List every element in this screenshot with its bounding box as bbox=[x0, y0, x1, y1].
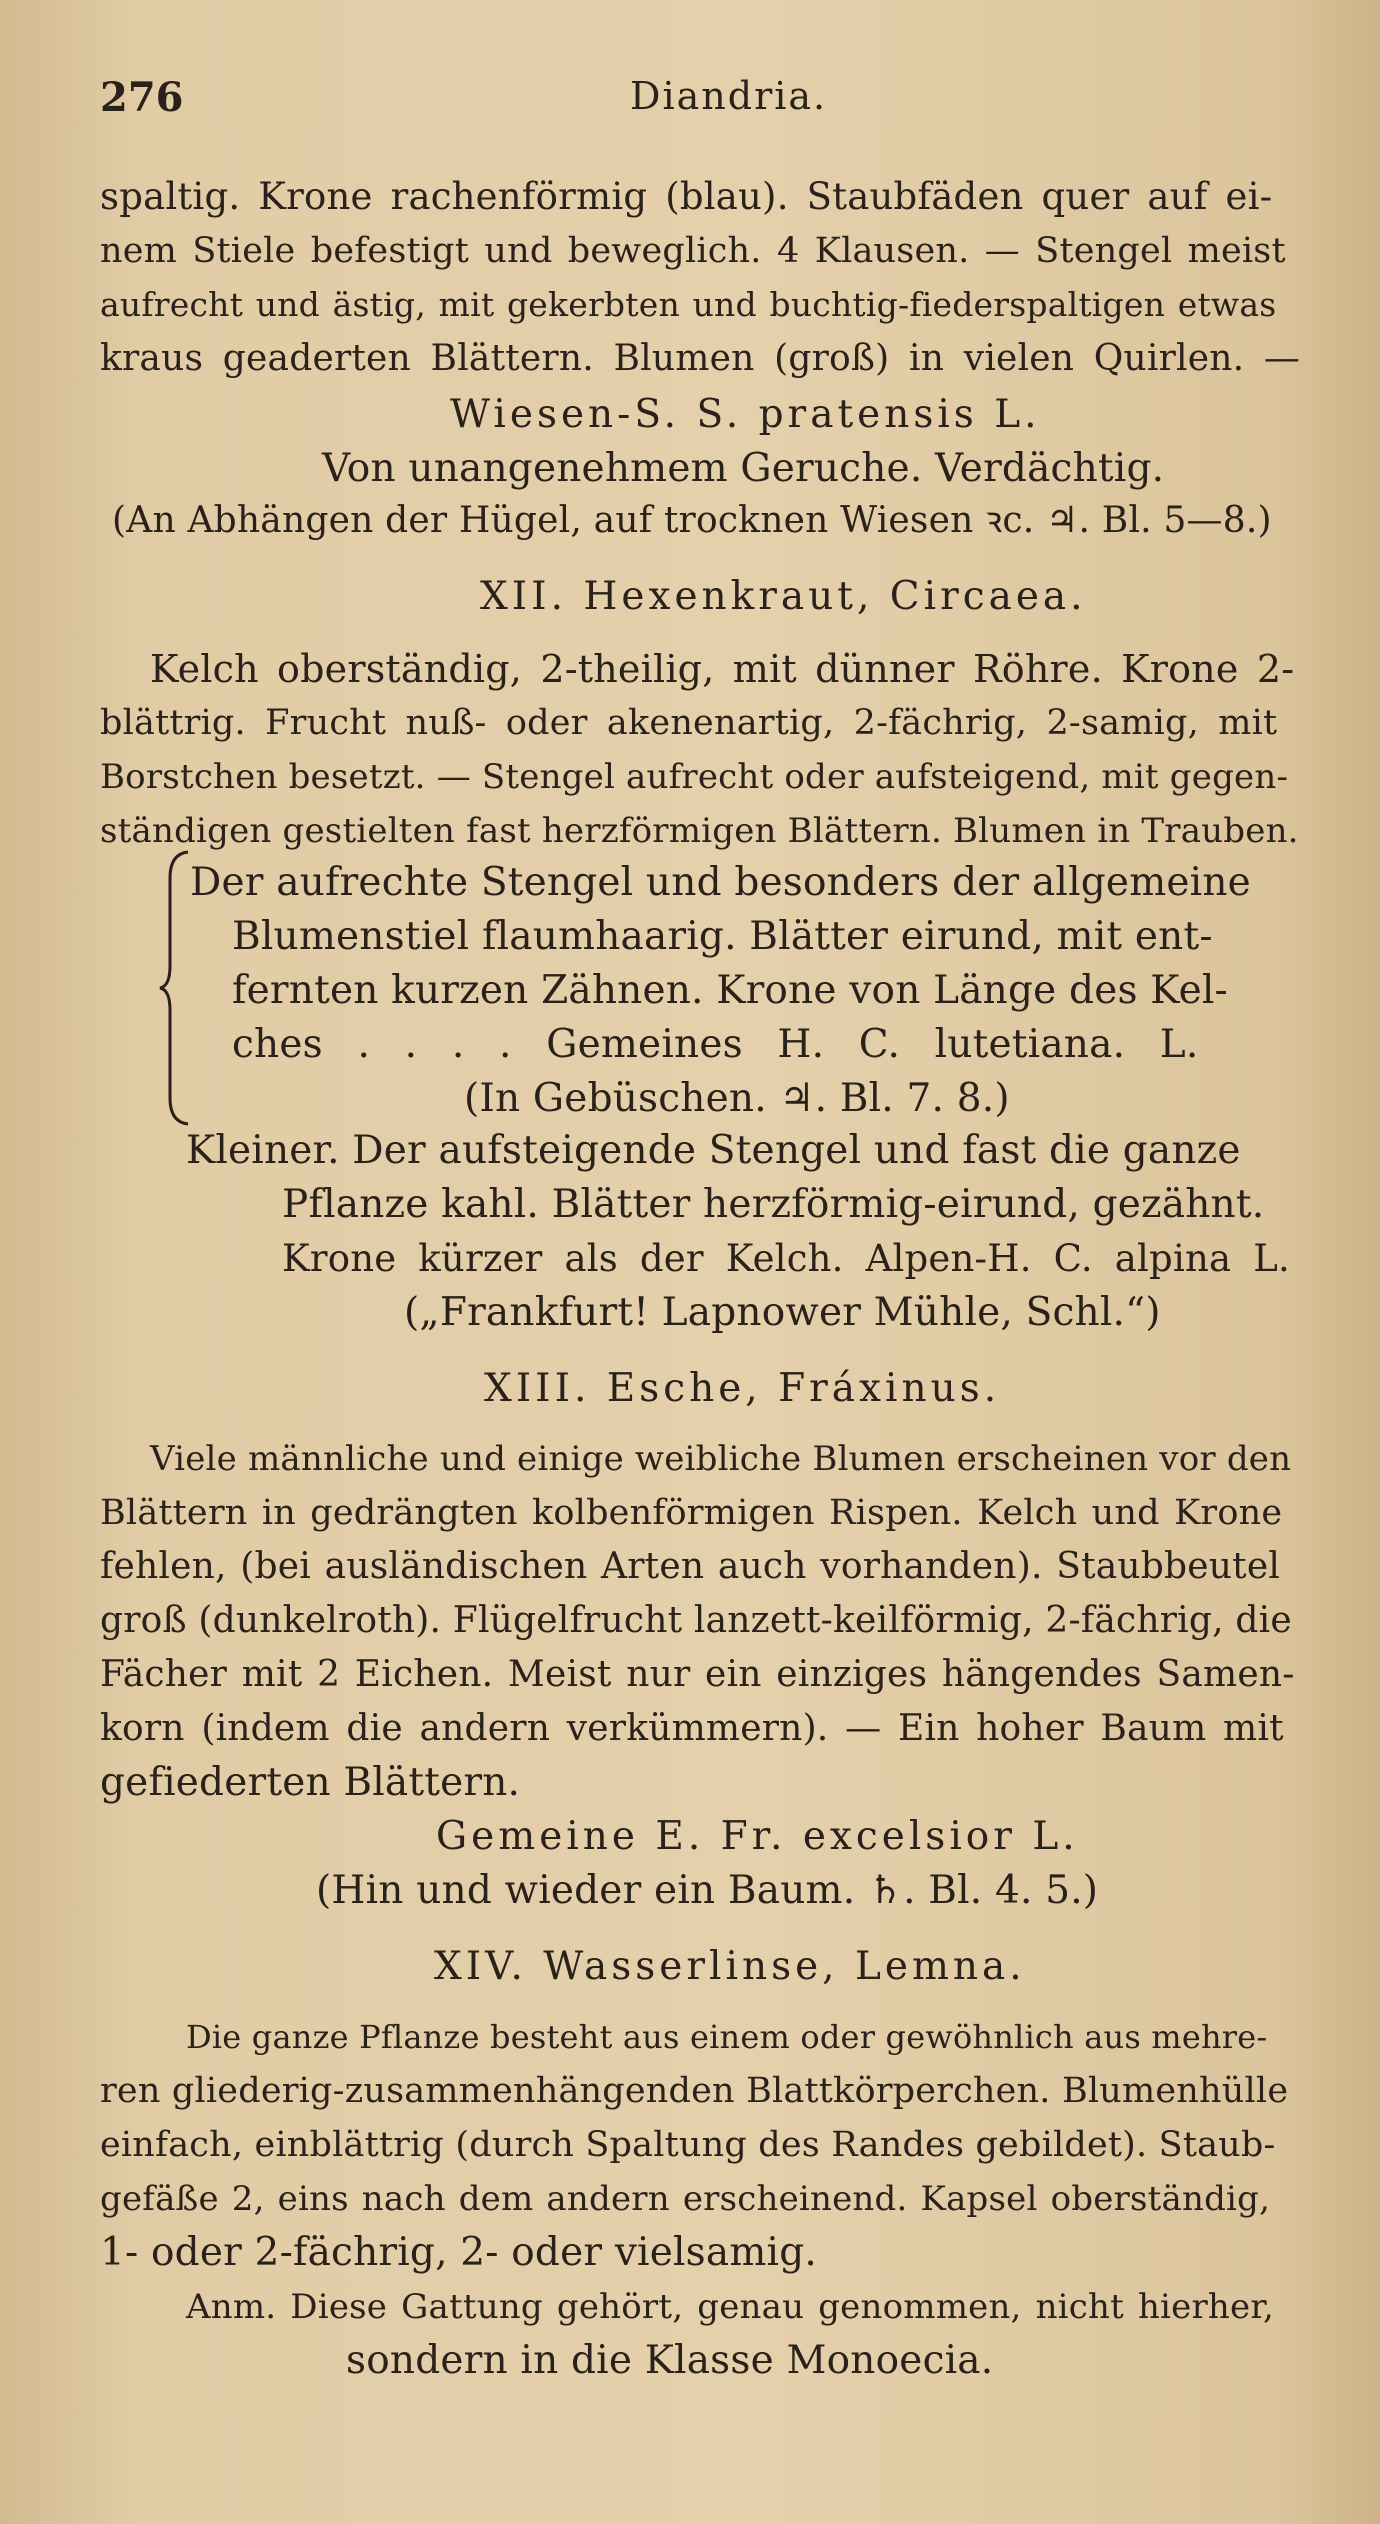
key-brace bbox=[158, 848, 194, 1128]
text-line: gefiederten Blättern. bbox=[100, 1760, 521, 1805]
text-line: Der aufrechte Stengel und besonders der allgemeine bbox=[190, 860, 1251, 905]
text-line: Borstchen besetzt. — Stengel aufrecht oder aufsteigend, mit gegen- bbox=[100, 757, 1289, 797]
text-line: fehlen, (bei ausländischen Arten auch vorhanden). Staubbeutel bbox=[100, 1546, 1281, 1587]
species-line: Wiesen-S. S. pratensis L. bbox=[450, 392, 1041, 437]
section-heading: XIV. Wasserlinse, Lemna. bbox=[434, 1944, 1026, 1989]
text-line: Blättern in gedrängten kolbenförmigen Rispen. Kelch und Krone bbox=[100, 1493, 1283, 1533]
text-line: spaltig. Krone rachenförmig (blau). Staubfäden quer auf ei- bbox=[100, 175, 1273, 218]
habitat-note: (An Abhängen der Hügel, auf trocknen Wiesen ꝛc. ♃. Bl. 5—8.) bbox=[112, 500, 1272, 541]
text-line: fernten kurzen Zähnen. Krone von Länge des Kel- bbox=[232, 968, 1228, 1013]
text-line: ren gliederig-zusammenhängenden Blattkörperchen. Blumenhülle bbox=[100, 2071, 1289, 2111]
text-line: Pflanze kahl. Blätter herzförmig-eirund, gezähnt. bbox=[282, 1182, 1265, 1227]
page-number: 276 bbox=[100, 74, 184, 121]
species-line: ches . . . . Gemeines H. C. lutetiana. L. bbox=[232, 1022, 1199, 1067]
text-line: Kleiner. Der aufsteigende Stengel und fast die ganze bbox=[186, 1128, 1241, 1173]
text-line: nem Stiele befestigt und beweglich. 4 Klausen. — Stengel meist bbox=[100, 231, 1286, 271]
section-heading: XII. Hexenkraut, Circaea. bbox=[480, 574, 1087, 619]
text-line: Viele männliche und einige weibliche Blumen erscheinen vor den bbox=[150, 1439, 1292, 1479]
text-line: Kelch oberständig, 2-theilig, mit dünner Röhre. Krone 2- bbox=[150, 647, 1295, 691]
text-line: Von unangenehmem Geruche. Verdächtig. bbox=[322, 446, 1165, 491]
text-line: ständigen gestielten fast herzförmigen Blättern. Blumen in Trauben. bbox=[100, 811, 1299, 851]
note-line: sondern in die Klasse Monoecia. bbox=[346, 2338, 994, 2383]
note-line: Anm. Diese Gattung gehört, genau genommen, nicht hierher, bbox=[186, 2287, 1275, 2327]
species-line: Krone kürzer als der Kelch. Alpen-H. C. alpina L. bbox=[282, 1237, 1290, 1280]
section-heading: XIII. Esche, Fráxinus. bbox=[484, 1366, 1001, 1411]
text-line: gefäße 2, eins nach dem andern erscheinend. Kapsel oberständig, bbox=[100, 2179, 1271, 2219]
text-line: korn (indem die andern verkümmern). — Ein hoher Baum mit bbox=[100, 1708, 1284, 1749]
text-line: Fächer mit 2 Eichen. Meist nur ein einziges hängendes Samen- bbox=[100, 1654, 1295, 1695]
text-line: Die ganze Pflanze besteht aus einem oder gewöhnlich aus mehre- bbox=[186, 2018, 1268, 2056]
text-line: groß (dunkelroth). Flügelfrucht lanzett-keilförmig, 2-fächrig, die bbox=[100, 1600, 1292, 1641]
habitat-note: (In Gebüschen. ♃. Bl. 7. 8.) bbox=[464, 1076, 1010, 1121]
text-line: 1- oder 2-fächrig, 2- oder vielsamig. bbox=[100, 2230, 817, 2275]
text-line: einfach, einblättrig (durch Spaltung des Randes gebildet). Staub- bbox=[100, 2125, 1276, 2165]
text-line: aufrecht und ästig, mit gekerbten und buchtig-fiederspaltigen etwas bbox=[100, 285, 1277, 324]
running-head: Diandria. bbox=[630, 74, 828, 118]
species-line: Gemeine E. Fr. excelsior L. bbox=[436, 1814, 1079, 1859]
text-line: kraus geaderten Blättern. Blumen (groß) in vielen Quirlen. — bbox=[100, 338, 1301, 379]
habitat-note: (Hin und wieder ein Baum. ♄. Bl. 4. 5.) bbox=[316, 1868, 1099, 1913]
page-header bbox=[100, 74, 1300, 134]
habitat-note: („Frankfurt! Lapnower Mühle, Schl.“) bbox=[404, 1290, 1161, 1335]
text-line: Blumenstiel flaumhaarig. Blätter eirund, mit ent- bbox=[232, 914, 1213, 959]
text-line: blättrig. Frucht nuß- oder akenenartig, 2-fächrig, 2-samig, mit bbox=[100, 703, 1278, 743]
